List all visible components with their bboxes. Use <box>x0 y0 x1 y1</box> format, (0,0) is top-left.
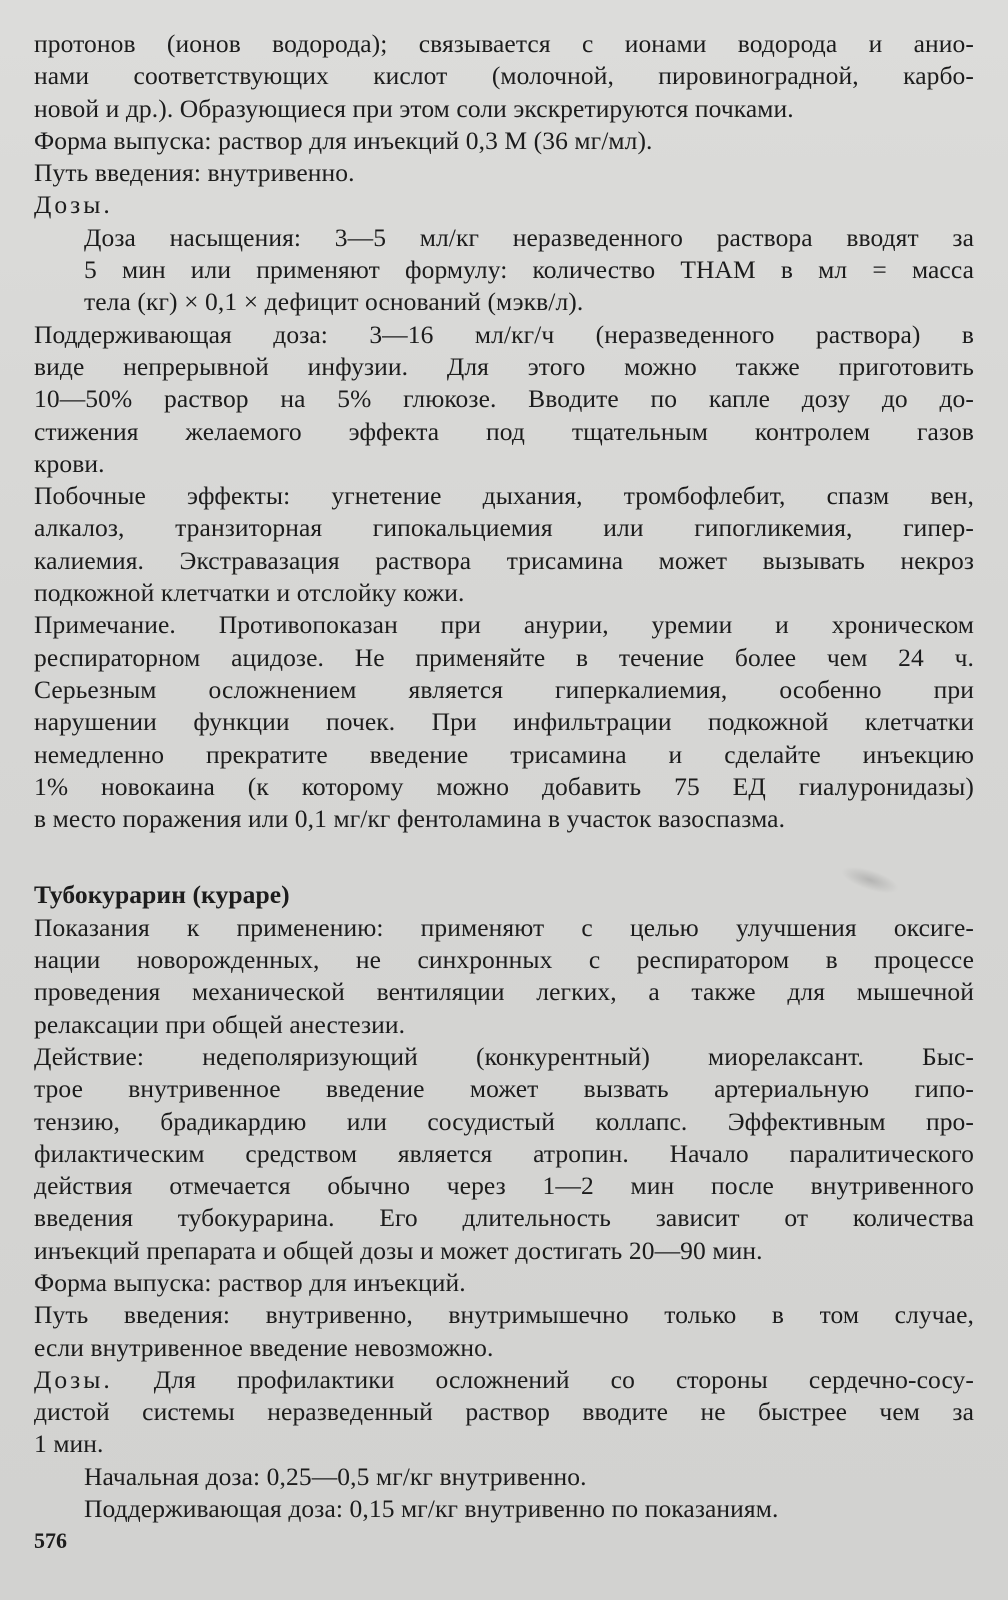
text-line: Форма выпуска: раствор для инъекций 0,3 М (36 мг/мл). <box>34 125 653 155</box>
text-line <box>34 1364 974 1396</box>
text-line: нами соответствующих кислот (молочной, пировиноградной, карбо- <box>34 61 974 91</box>
action-paragraph <box>34 1041 974 1267</box>
text-line: если внутривенное введение невозможно. <box>34 1332 494 1362</box>
text-line: Серьезным осложнением является гиперкалиемия, особенно при <box>34 674 974 704</box>
page-body <box>34 28 974 1525</box>
section-gap <box>34 835 974 879</box>
text-line: подкожной клетчатки и отслойку кожи. <box>34 578 465 608</box>
text-line: 1 мин. <box>34 1429 104 1459</box>
loading-dose-paragraph <box>34 222 974 319</box>
text-line: стижения желаемого эффекта под тщательным контролем газов <box>34 416 974 446</box>
text-line: Побочные эффекты: угнетение дыхания, тромбофлебит, спазм вен, <box>34 481 974 511</box>
text-line: калиемия. Экстравазация раствора трисамина может вызывать некроз <box>34 545 974 575</box>
text-line: респираторном ацидозе. Не применяйте в течение более чем 24 ч. <box>34 642 974 672</box>
text-line: протонов (ионов водорода); связывается с ионами водорода и анио- <box>34 29 974 58</box>
text-line: в место поражения или 0,1 мг/кг фентоламина в участок вазоспазма. <box>34 804 786 834</box>
text-line: 5 мин или применяют формулу: количество THAM в мл = масса <box>84 255 974 285</box>
indications-paragraph <box>34 912 974 1041</box>
text-line: нации новорожденных, не синхронных с респиратором в процессе <box>34 945 974 975</box>
doses-label-paragraph <box>34 189 974 221</box>
text-line: инъекций препарата и общей дозы и может достигать 20—90 мин. <box>34 1235 763 1265</box>
doses-text: Для профилактики осложнений со стороны сердечно-сосу- <box>112 1364 974 1394</box>
initial-dose-paragraph <box>34 1461 974 1493</box>
route-paragraph <box>34 157 974 189</box>
maintenance2-paragraph <box>34 1493 974 1525</box>
text-line: проведения механической вентиляции легких, а также для мышечной <box>34 977 974 1007</box>
section-title: Тубокурарин (кураре) <box>34 880 290 910</box>
text-line: релаксации при общей анестезии. <box>34 1009 406 1039</box>
maintenance-paragraph <box>34 319 974 480</box>
text-line: тела (кг) × 0,1 × дефицит оснований (мэкв/л). <box>84 287 584 317</box>
text-line: Путь введения: внутривенно, внутримышечно только в том случае, <box>34 1300 974 1330</box>
text-line: Поддерживающая доза: 0,15 мг/кг внутривенно по показаниям. <box>84 1494 779 1524</box>
intro-paragraph <box>34 28 974 125</box>
text-line: Поддерживающая доза: 3—16 мл/кг/ч (неразведенного раствора) в <box>34 319 974 349</box>
text-line: Путь введения: внутривенно. <box>34 158 355 188</box>
text-line: дистой системы неразведенный раствор вводите не быстрее чем за <box>34 1397 974 1427</box>
text-line: Действие: недеполяризующий (конкурентный) миорелаксант. Быс- <box>34 1041 974 1071</box>
text-line: 10—50% раствор на 5% глюкозе. Вводите по капле дозу до до- <box>34 384 974 414</box>
section-title-paragraph <box>34 879 974 911</box>
text-line: филактическим средством является атропин. Начало паралитического <box>34 1138 974 1168</box>
text-line: 1% новокаина (к которому можно добавить 75 ЕД гиалуронидазы) <box>34 771 974 801</box>
note-paragraph <box>34 609 974 835</box>
doses-label: Дозы. <box>34 1364 113 1394</box>
doses2-paragraph <box>34 1364 974 1461</box>
text-line: Доза насыщения: 3—5 мл/кг неразведенного раствора вводят за <box>84 222 974 252</box>
route2-paragraph <box>34 1299 974 1364</box>
side-effects-paragraph <box>34 480 974 609</box>
page-number: 576 <box>34 1528 67 1553</box>
text-line: немедленно прекратите введение трисамина и сделайте инъекцию <box>34 739 974 769</box>
text-line: Показания к применению: применяют с целью улучшения оксиге- <box>34 912 974 942</box>
text-line: Примечание. Противопоказан при анурии, уремии и хроническом <box>34 610 974 640</box>
text-line: Начальная доза: 0,25—0,5 мг/кг внутривенно. <box>84 1461 587 1491</box>
text-line: тензию, брадикардию или сосудистый коллапс. Эффективным про- <box>34 1106 974 1136</box>
text-line: действия отмечается обычно через 1—2 мин после внутривенного <box>34 1171 974 1201</box>
text-line: виде непрерывной инфузии. Для этого можно также приготовить <box>34 351 974 381</box>
text-line: нарушении функции почек. При инфильтрации подкожной клетчатки <box>34 707 974 737</box>
text-line: крови. <box>34 448 105 478</box>
doses-label: Дозы. <box>34 190 113 220</box>
text-line: Форма выпуска: раствор для инъекций. <box>34 1267 466 1297</box>
form2-paragraph <box>34 1267 974 1299</box>
text-line: новой и др.). Образующиеся при этом соли экскретируются почками. <box>34 93 794 123</box>
text-line: введения тубокурарина. Его длительность зависит от количества <box>34 1203 974 1233</box>
text-line: трое внутривенное введение может вызвать артериальную гипо- <box>34 1074 974 1104</box>
form-paragraph <box>34 125 974 157</box>
text-line: алкалоз, транзиторная гипокальциемия или гипогликемия, гипер- <box>34 513 974 543</box>
